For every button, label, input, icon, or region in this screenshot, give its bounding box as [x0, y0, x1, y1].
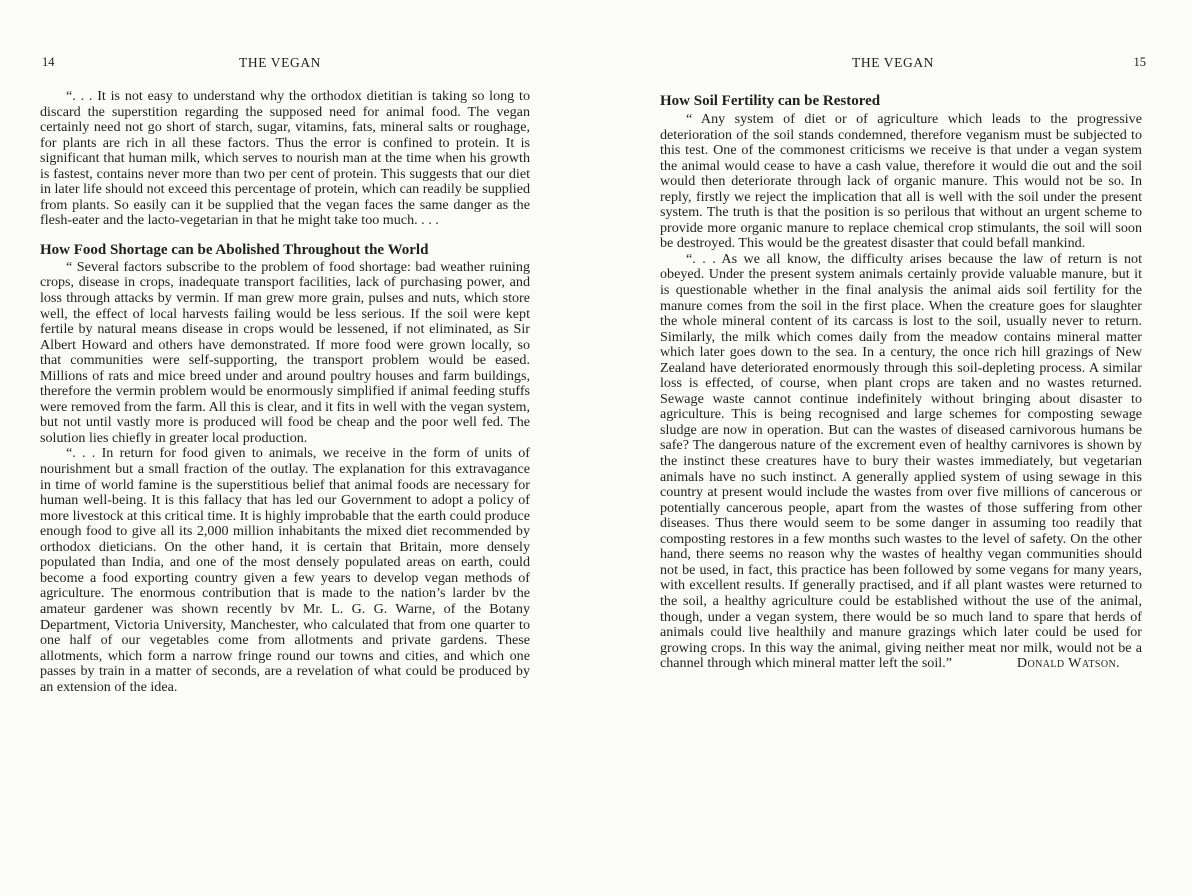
section-paragraph: “ Several factors subscribe to the problem of food shortage: bad weather ruining crops, disease in crops, inadequate transport facilities, lack of purchasing power, and loss through attacks by vermin. If man grew more grain, pulses and nuts, which store well, the effect of local harvests failing would be less serious. If the soil were kept fertile by natural means disease in crops would be lessened, if not eliminated, as Sir Albert Howard and others have demonstrated. If more food were grown locally, so that communities were self-supporting, the transport problem would be eased. Millions of rats and mice breed under and around poultry houses and farm buildings, therefore the vermin problem would be enormously simplified if animal feeding stuffs were removed from the farm. All this is clear, and it fits in well with the vegan system, but not until vastly more is produced will food be cheap and the poor well fed. The solution lies chiefly in greater local production.: [40, 258, 530, 446]
section-paragraph: “ Any system of diet or of agriculture which leads to the progressive deterioration of the soil stands condemned, therefore veganism must be subjected to this test. One of the commonest criticisms we receive is that under a vegan system the animal would cease to have a cash value, therefore it would die out and the soil would then deteriorate through lack of organic manure. This would not be so. In reply, firstly we reject the implication that all is well with the soil under the present system. The truth is that the position is so perilous that without an urgent scheme to provide more organic manure to replace chemical crop stimulants, the soil will soon be destroyed. This would be the greatest disaster that could befall mankind.: [660, 111, 1142, 252]
section-paragraph: “. . . In return for food given to animals, we receive in the form of units of nourishment but a small fraction of the outlay. The explanation for this extravagance in time of world famine is the superstitious belief that animal foods are necessary for human well-being. It is this fallacy that has led our Government to adopt a policy of more livestock at this critical time. It is highly improbable that the earth could produce enough food to give all its 2,000 million inhabitants the mixed diet recommended by orthodox dieticians. On the other hand, it is certain that Britain, more densely populated than India, and one of the most densely populated areas on earth, could become a food exporting country given a few years to develop vegan methods of agriculture. The enormous contribution that is made to the nation’s larder bv the amateur gardener was shown recently bv Mr. L. G. G. Warne, of the Botany Department, Victoria University, Manchester, who calculated that from one quarter to one half of our vegetables come from allotments and private gardens. These allotments, which form a narrow fringe round our towns and cities, and which one passes by train in a matter of seconds, are a revelation of what could be produced by an extension of the idea.: [40, 445, 530, 695]
journal-title: THE VEGAN: [852, 55, 935, 70]
section-heading: How Food Shortage can be Abolished Throughout the World: [40, 241, 429, 258]
author-signature: Donald Watson.: [1016, 655, 1120, 672]
opening-paragraph: “. . . It is not easy to understand why the orthodox dietitian is taking so long to discard the superstition regarding the supposed need for animal food. The vegan certainly need not go short of starch, sugar, vitamins, fats, mineral salts or roughage, for plants are rich in all these factors. Thus the error is confined to protein. It is significant that human milk, which serves to nourish man at the time when his growth is fastest, contains never more than two per cent of protein. This suggests that our diet in later life should not exceed this percentage of protein, which can readily be supplied from plants. So easily can it be supplied that the vegan faces the same danger as the flesh-eater and the lacto-vegetarian in that he might take too much. . . .: [40, 88, 530, 229]
running-head: [40, 55, 530, 75]
section-paragraph: “. . . As we all know, the difficulty arises because the law of return is not obeyed. Under the present system animals certainly provide valuable manure, but it is questionable whether in the final analysis the animal aids soil fertility for the manure comes from the soil in the first place. When the creature goes for slaughter the whole mineral content of its carcass is lost to the soil, usually never to return. Similarly, the milk which comes daily from the meadow contains mineral matter which later goes down to the sea. In a century, the once rich hill grazings of New Zealand have deteriorated enormously through this soil-depleting process. A similar loss is effected, of course, when plant crops are taken and no wastes returned. Sewage waste cannot continue indefinitely without bringing about disaster to agriculture. This is being recognised and large schemes for composting sewage sludge are now in operation. But can the wastes of diseased carnivorous humans be safe? The dangerous nature of the excrement even of healthy carnivores is shown by the instinct these creatures have to bury their wastes immediately, but vegetarian animals have no such instinct. A generally applied system of using sewage in this country at present would include the wastes from over five millions of cancerous or potentially cancerous people, apart from the wastes of those suffering from other diseases. Thus there would seem to be some danger in assuming too readily that composting restores in a few months such wastes to the level of safety. On the other hand, there seems no reason why the wastes of healthy vegan communities should not be used, in fact, this practice has been followed by some vegans for many years, with excellent results. If generally practised, and if all plant wastes were returned to the soil, a healthy agriculture could be established without the use of the animal, though, under a vegan system, there would be so much land to spare that herds of animals could live healthily and manure grazings which later could be used for growing crops. In this way the animal, giving neither meat nor milk, would not be a channel through which mineral matter left the soil.”: [660, 250, 1142, 672]
section-heading: How Soil Fertility can be Restored: [660, 93, 881, 109]
page-number: 15: [1133, 55, 1146, 69]
running-head: [660, 55, 1146, 75]
left-column: [40, 89, 530, 695]
right-column: [660, 92, 1142, 672]
journal-title: THE VEGAN: [239, 55, 322, 70]
page-number: 14: [42, 55, 55, 69]
